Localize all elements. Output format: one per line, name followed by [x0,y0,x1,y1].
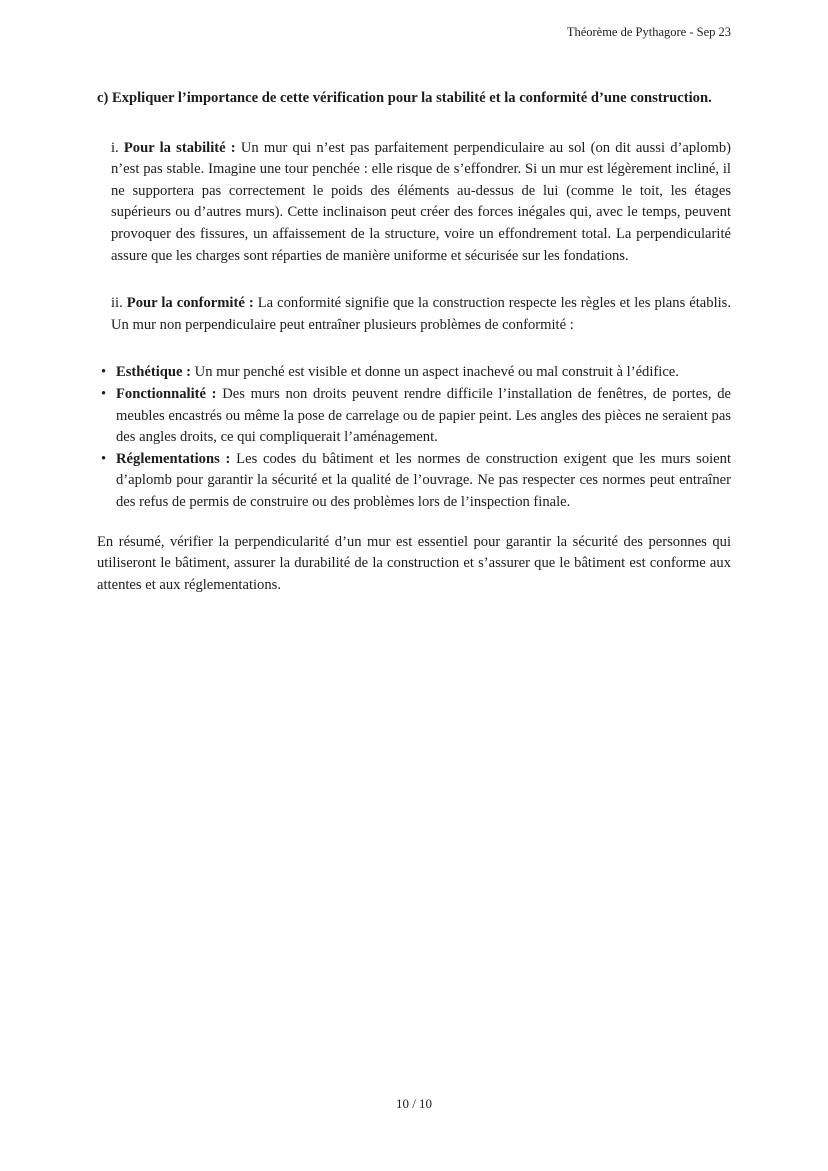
list-item-reglementations [97,449,731,514]
list-item-fonctionnalite [97,384,731,449]
roman-numeral: ii. [111,295,123,312]
page-number: 10 / 10 [395,1096,433,1111]
bullet-term: Fonctionnalité : [116,385,217,402]
roman-numeral: i. [111,139,119,156]
page-content [97,88,731,596]
section-heading: c) Expliquer l’importance de cette vérification pour la stabilité et la conformité d’une construction. [97,90,712,106]
list-item-esthetique [97,362,731,384]
closing-paragraph: En résumé, vérifier la perpendicularité d’un mur est essentiel pour garantir la sécurité des personnes qui utiliseront le bâtiment, assurer la durabilité de la construction et s’assurer que le bâtiment est conforme aux attentes et aux réglementations. [97,533,731,593]
paragraph-term: Pour la conformité : [126,295,254,312]
bullet-term: Réglementations : [116,450,231,467]
paragraph-text: Un mur qui n’est pas parfaitement perpendiculaire au sol (on dit aussi d’aplomb) n’est pas stable. Imagine une tour penchée : elle risque de s’effondrer. Si un mur est légèrement incliné, il ne supportera pas correctement le poids des éléments au-dessus de lui (comme le toit, les étages supérieurs ou d’autres murs). Cette inclinaison peut créer des forces inégales qui, avec le temps, peuvent provoquer des fissures, un affaissement de la structure, voire un effondrement total. La perpendicularité assure que les charges sont réparties de manière uniforme et sécurisée sur les fondations. [111,139,731,264]
bullet-icon: • [101,450,107,467]
bullet-icon: • [101,385,107,402]
bullet-term: Esthétique : [116,364,191,381]
paragraph-term: Pour la stabilité : [123,139,236,156]
paragraph-text: La conformité signifie que la construction respecte les règles et les plans établis. Un mur non perpendiculaire peut entraîner plusieurs problèmes de conformité : [111,295,732,333]
bullet-text: Les codes du bâtiment et les normes de construction exigent que les murs soient d’aplomb pour garantir la sécurité et la qualité de l’ouvrage. Ne pas respecter ces normes peut entraîner des refus de permis de construire ou des problèmes lors de l’inspection finale. [116,450,731,510]
running-header: Théorème de Pythagore - Sep 23 [566,25,731,39]
bullet-text: Des murs non droits peuvent rendre difficile l’installation de fenêtres, de portes, de meubles encastrés ou même la pose de carrelage ou de papier peint. Les angles des pièces ne seraient pas des angles droits, ce qui compliquerait l’aménagement. [116,385,731,446]
bullet-text: Un mur penché est visible et donne un aspect inachevé ou mal construit à l’édifice. [194,364,679,381]
conformity-bullet-list [97,362,731,513]
paragraph-stability [111,138,731,268]
paragraph-conformity [111,293,731,336]
bullet-icon: • [101,364,107,381]
